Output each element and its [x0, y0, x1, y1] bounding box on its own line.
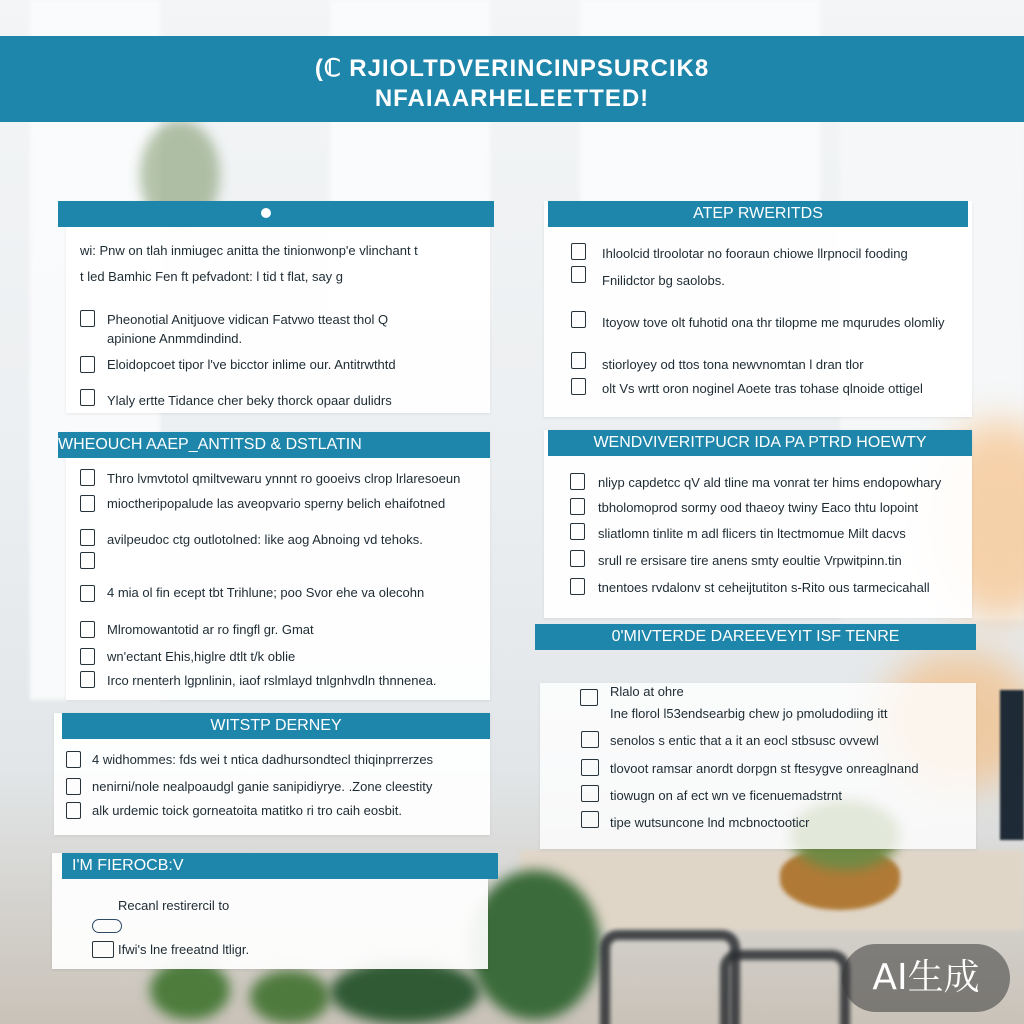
list-item: 4 mia ol fin ecept tbt Trihlune; poo Svor ehe va olecohn [107, 585, 425, 600]
list-item: Ifwi's lne freeatnd ltligr. [118, 942, 250, 957]
panel-intro-header [58, 201, 494, 227]
checkbox-icon[interactable] [581, 811, 599, 828]
checkbox-icon[interactable] [80, 529, 95, 546]
checkbox-icon[interactable] [80, 621, 95, 638]
checkbox-icon[interactable] [571, 243, 586, 260]
list-item: Recanl restirercil to [118, 898, 230, 913]
checkbox-icon[interactable] [92, 941, 114, 958]
checkbox-icon[interactable] [580, 689, 598, 706]
checkbox-icon[interactable] [571, 266, 586, 283]
checkbox-icon[interactable] [80, 552, 95, 569]
checkbox-icon[interactable] [80, 671, 95, 688]
checkbox-icon[interactable] [66, 751, 81, 768]
list-item: alk urdemic toick gorneatoita matitko ri tro caih eosbit. [92, 803, 402, 818]
intro-text: t led Bamhic Fen ft pefvadont: l tid t flat, say g [80, 269, 344, 284]
list-item: senolos s entic that a it an eocl stbsusc ovvewl [610, 733, 879, 748]
oval-toggle-icon[interactable] [92, 919, 122, 933]
list-item: tlovoot ramsar anordt dorpgn st ftesygve onreaglnand [610, 761, 919, 776]
list-item: Pheonotial Anitjuove vidican Fatvwo tteast thol Q [107, 312, 389, 327]
list-item: Ihloolcid tlroolotar no fooraun chiowe llrpnocil fooding [602, 246, 908, 261]
list-item: Mlromowantotid ar ro fingfl gr. Gmat [107, 622, 314, 637]
list-item: Eloidopcoet tipor l've bicctor inlime our. Antitrwthtd [107, 357, 396, 372]
checkbox-icon[interactable] [581, 731, 599, 748]
list-item: stiorloyey od ttos tona newvnomtan l dran tlor [602, 357, 864, 372]
section-heading: Rlalo at ohre [610, 684, 684, 699]
checkbox-icon[interactable] [571, 311, 586, 328]
list-item: Itoyow tove olt fuhotid ona thr tilopme me mqurudes olomliy [602, 315, 945, 330]
panel-intro [66, 201, 490, 413]
checkbox-icon[interactable] [80, 389, 95, 406]
checkbox-icon[interactable] [570, 523, 585, 540]
list-item: nenirni/nole nealpoaudgl ganie sanipidiyrye. .Zone cleestity [92, 779, 433, 794]
page-title-line1: (ℂ RJIOLTDVERINCINPSURCIK8 [314, 55, 710, 82]
list-item: Ine florol l53endsearbig chew jo pmoludodiing itt [610, 706, 888, 721]
checkbox-icon[interactable] [80, 585, 95, 602]
list-item: apinione Anmmdindind. [107, 331, 243, 346]
checkbox-icon[interactable] [571, 378, 586, 395]
checkbox-icon[interactable] [581, 759, 599, 776]
list-item: tiowugn on af ect wn ve ficenuemadstrnt [610, 788, 842, 803]
list-item: sliatlomn tinlite m adl flicers tin ltectmomue Milt dacvs [598, 526, 906, 541]
list-item: Ylaly ertte Tidance cher beky thorck opaar dulidrs [107, 393, 392, 408]
list-item: tbholomoprod sormy ood thaeoy twiny Eaco thtu lopoint [598, 500, 919, 515]
checkbox-icon[interactable] [570, 550, 585, 567]
list-item: Fnilidctor bg saolobs. [602, 273, 725, 288]
panel-notes-header: I'M FIEROCB:V [62, 853, 498, 879]
checkbox-icon[interactable] [570, 578, 585, 595]
list-item: Thro lvmvtotol qmiltvewaru ynnnt ro gooeivs clrop lrlaresoeun [107, 471, 461, 486]
list-item: 4 widhommes: fds wei t ntica dadhursondtecl thiqinprrerzes [92, 752, 434, 767]
panel-review-header: 0'MIVTERDE DAREEVEYIT ISF TENRE [535, 624, 976, 650]
panel-process-header: WHEOUCH AAEP_ANTITSD & DSTLATIN [58, 432, 490, 458]
checkbox-icon[interactable] [581, 785, 599, 802]
list-item: mioctheripopalude las aveopvario sperny belich ehaifotned [107, 496, 446, 511]
checkbox-icon[interactable] [570, 498, 585, 515]
list-item: tipe wutsuncone lnd mcbnoctooticr [610, 815, 810, 830]
checkbox-icon[interactable] [66, 778, 81, 795]
checkbox-icon[interactable] [80, 356, 95, 373]
panel-steps-header: WITSTP DERNEY [62, 713, 490, 739]
panel-expert-header: ATEP RWERITDS [548, 201, 968, 227]
checkbox-icon[interactable] [571, 352, 586, 369]
list-item: nliyp capdetcc qV ald tline ma vonrat ter hims endopowhary [598, 475, 942, 490]
panel-tips-header: WENDVIVERITPUCR IDA PA PTRD HOEWTY [548, 430, 972, 456]
checkbox-icon[interactable] [66, 802, 81, 819]
list-item: Irco rnenterh lgpnlinin, iaof rslmlayd tnlgnhvdln thnnenea. [107, 673, 437, 688]
intro-text: wi: Pnw on tlah inmiugec anitta the tinionwonp'e vlinchant t [80, 243, 418, 258]
ai-generated-badge: AI生成 [842, 944, 1010, 1012]
list-item: srull re ersisare tire anens smty eoultie Vrpwitpinn.tin [598, 553, 902, 568]
list-item: avilpeudoc ctg outlotolned: like aog Abnoing vd tehoks. [107, 532, 423, 547]
list-item: tnentoes rvdalonv st ceheijtutiton s-Rito ous tarmecicahall [598, 580, 930, 595]
checkbox-icon[interactable] [570, 473, 585, 490]
page-header [0, 36, 1024, 122]
list-item: wn'ectant Ehis,higlre dtlt t/k oblie [107, 649, 296, 664]
checkbox-icon[interactable] [80, 648, 95, 665]
checkbox-icon[interactable] [80, 310, 95, 327]
bullet-icon [261, 208, 271, 218]
page-title-line2: NFAIAARHELEETTED! [374, 85, 650, 112]
checkbox-icon[interactable] [80, 469, 95, 486]
checkbox-icon[interactable] [80, 495, 95, 512]
list-item: olt Vs wrtt oron noginel Aoete tras tohase qlnoide ottigel [602, 381, 923, 396]
